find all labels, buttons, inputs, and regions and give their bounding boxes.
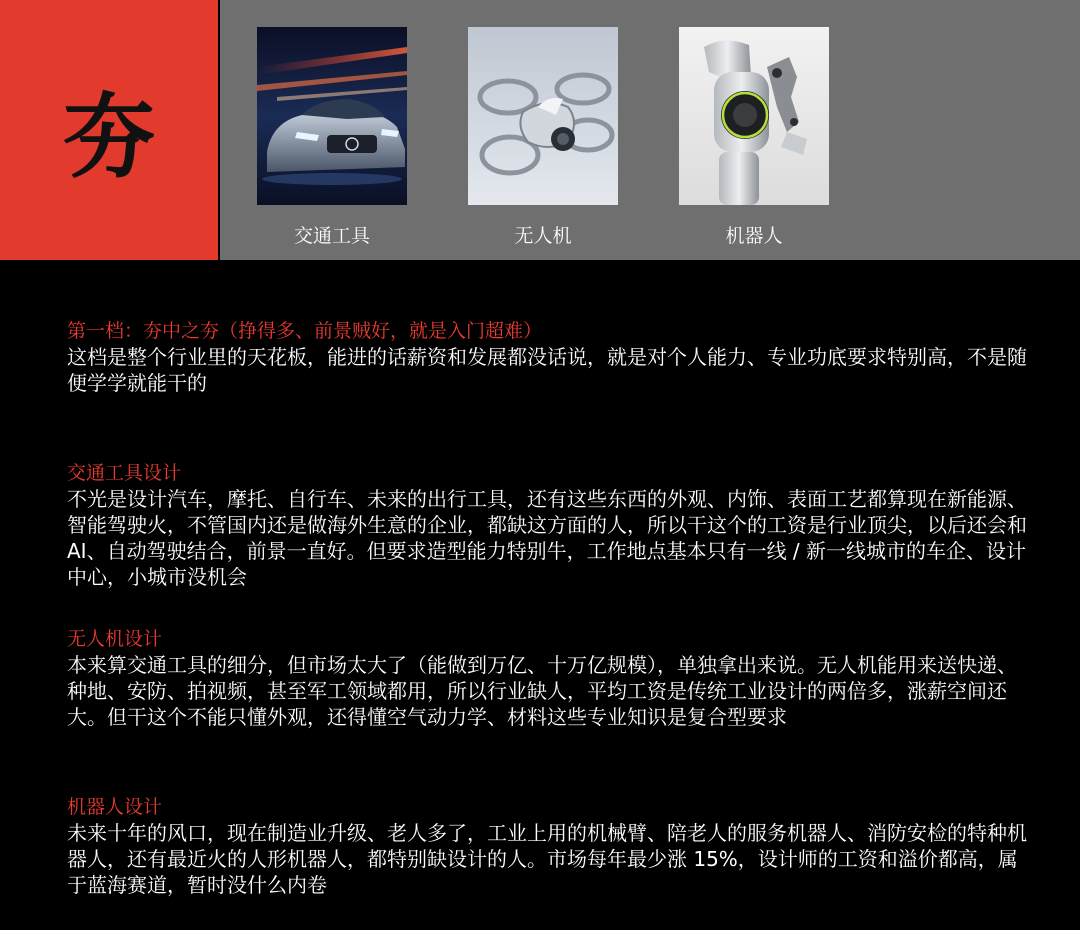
tier-row [0, 0, 1080, 260]
section-text: 不光是设计汽车，摩托、自行车、未来的出行工具，还有这些东西的外观、内饰、表面工艺都算现在新能源、智能驾驶火，不管国内还是做海外生意的企业，都缺这方面的人，所以干这个的工资是行业顶尖，以后还会和 AI、自动驾驶结合，前景一直好。但要求造型能力特别牛，工作地点基本只有一线 / 新一线城市的车企、设计中心，小城市没机会 [67, 487, 1027, 589]
section-title: 交通工具设计 [67, 462, 182, 484]
card-label-drone: 无人机 [514, 225, 572, 247]
section-text: 本来算交通工具的细分，但市场太大了（能做到万亿、十万亿规模），单独拿出来说。无人机能用来送快递、种地、安防、拍视频，甚至军工领域都用，所以行业缺人，平均工资是传统工业设计的两倍多，涨薪空间还大。但干这个不能只懂外观，还得懂空气动力学、材料这些专业知识是复合型要求 [67, 653, 1017, 729]
section-tier-intro [67, 318, 1027, 396]
section-drone-design [67, 626, 1027, 730]
section-text: 未来十年的风口，现在制造业升级、老人多了，工业上用的机械臂、陪老人的服务机器人、消防安检的特种机器人，还有最近火的人形机器人，都特别缺设计的人。市场每年最少涨 15%，设计师的工资和溢价都高，属于蓝海赛道，暂时没什么内卷 [67, 821, 1027, 897]
tier-label-box [0, 0, 220, 260]
robot-image [679, 27, 829, 205]
section-title: 机器人设计 [67, 796, 163, 818]
card-label-robot: 机器人 [725, 225, 783, 247]
drone-image [468, 27, 618, 205]
section-vehicle-design [67, 460, 1027, 590]
card-drone [468, 27, 618, 248]
section-title: 第一档：夯中之夯（挣得多、前景贼好，就是入门超难） [67, 320, 543, 342]
section-robot-design [67, 794, 1027, 898]
section-text: 这档是整个行业里的天花板，能进的话薪资和发展都没话说，就是对个人能力、专业功底要求特别高，不是随便学学就能干的 [67, 345, 1027, 395]
tier-label: 夯 [62, 84, 155, 191]
car-image [257, 27, 407, 205]
card-vehicle [257, 27, 407, 248]
card-label-vehicle: 交通工具 [293, 225, 370, 247]
card-robot [679, 27, 829, 248]
section-title: 无人机设计 [67, 628, 163, 650]
